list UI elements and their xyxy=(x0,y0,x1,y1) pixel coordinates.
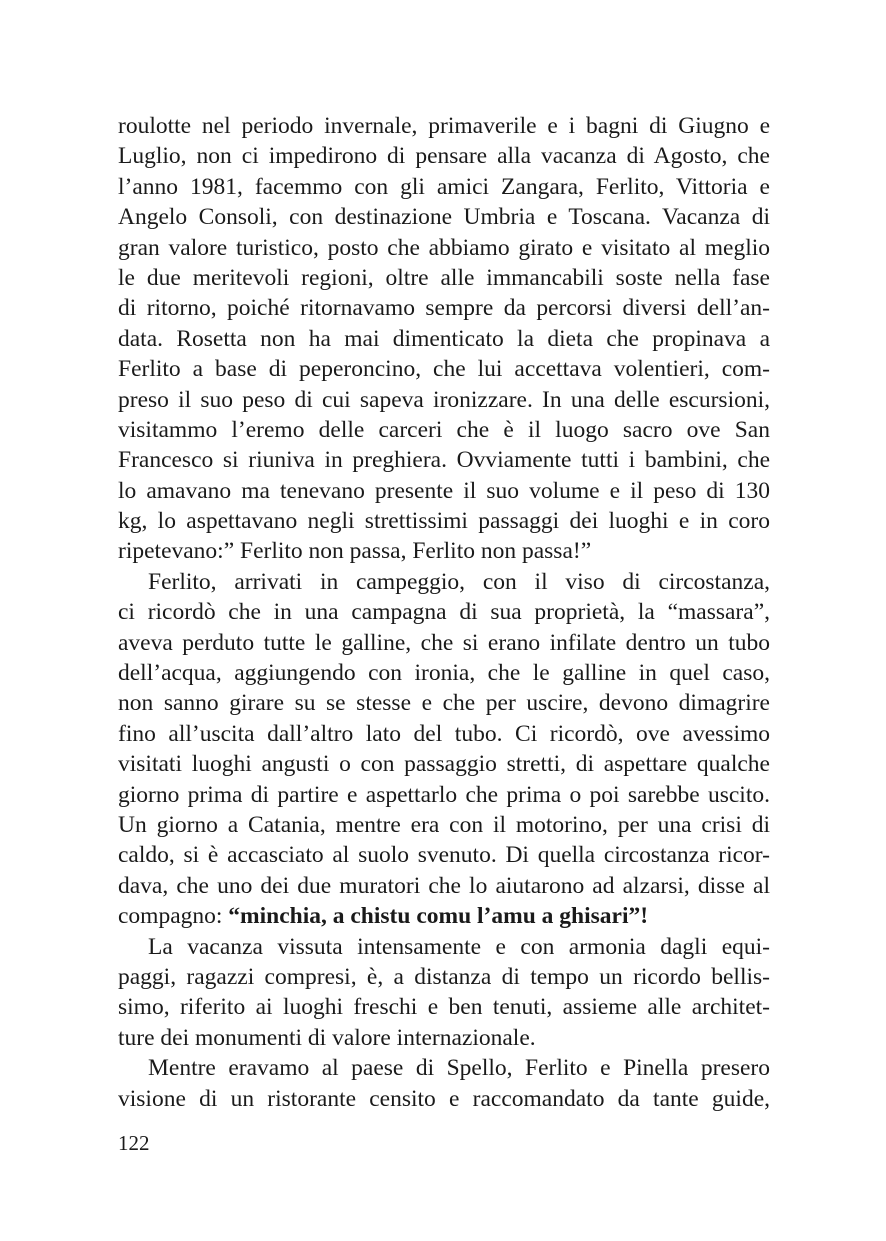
text-line: ripetevano:” Ferlito non passa, Ferlito non passa!” xyxy=(118,538,592,565)
text-line: lo amavano ma tenevano presente il suo volume e il peso di 130 xyxy=(118,477,770,504)
text-line: Ferlito a base di peperoncino, che lui accettava volentieri, com- xyxy=(118,356,770,383)
text-line: Un giorno a Catania, mentre era con il motorino, per una crisi di xyxy=(118,811,770,838)
text-line: visione di un ristorante censito e raccomandato da tante guide, xyxy=(118,1085,770,1112)
paragraph xyxy=(118,932,770,1054)
text-line: kg, lo aspettavano negli strettissimi passaggi dei luoghi e in coro xyxy=(118,508,770,535)
text-line: Luglio, non ci impedirono di pensare alla vacanza di Agosto, che xyxy=(118,143,770,170)
text-line: paggi, ragazzi compresi, è, a distanza di tempo un ricordo bellis- xyxy=(118,963,770,990)
text-line xyxy=(118,901,770,931)
text-line: ture dei monumenti di valore internazionale. xyxy=(118,1024,536,1051)
dialect-quote: “minchia, a chistu comu l’amu a ghisari”! xyxy=(228,903,649,930)
text-line: Angelo Consoli, con destinazione Umbria e Toscana. Vacanza di xyxy=(118,204,770,231)
text-line: roulotte nel periodo invernale, primaverile e i bagni di Giugno e xyxy=(118,113,770,139)
text-line: data. Rosetta non ha mai dimenticato la dieta che propinava a xyxy=(118,325,770,352)
text-line: non sanno girare su se stesse e che per uscire, devono dimagrire xyxy=(118,690,770,717)
text-line: visitati luoghi angusti o con passaggio stretti, di aspettare qualche xyxy=(118,751,770,778)
paragraph xyxy=(118,111,770,567)
text-run: compagno: xyxy=(118,903,229,930)
text-line: aveva perduto tutte le galline, che si erano infilate dentro un tubo xyxy=(118,629,770,656)
text-line: le due meritevoli regioni, oltre alle immancabili soste nella fase xyxy=(118,264,770,291)
page-number: 122 xyxy=(118,1131,150,1155)
text-line: Ferlito, arrivati in campeggio, con il viso di circostanza, xyxy=(148,568,770,595)
text-line: visitammo l’eremo delle carceri che è il luogo sacro ove San xyxy=(118,416,770,443)
text-line: Francesco si riuniva in preghiera. Ovviamente tutti i bambini, che xyxy=(118,447,770,474)
paragraph xyxy=(118,567,770,932)
text-line: ci ricordò che in una campagna di sua proprietà, la “massara”, xyxy=(118,599,770,626)
text-line: di ritorno, poiché ritornavamo sempre da percorsi diversi dell’an- xyxy=(118,295,770,322)
text-line: giorno prima di partire e aspettarlo che prima o poi sarebbe uscito. xyxy=(118,781,770,808)
text-line: La vacanza vissuta intensamente e con armonia dagli equi- xyxy=(148,933,770,960)
body-text xyxy=(118,111,770,1114)
text-line: simo, riferito ai luoghi freschi e ben tenuti, assieme alle architet- xyxy=(118,994,770,1021)
text-line: preso il suo peso di cui sapeva ironizzare. In una delle escursioni, xyxy=(118,386,770,413)
paragraph xyxy=(118,1053,770,1114)
text-line: dava, che uno dei due muratori che lo aiutarono ad alzarsi, disse al xyxy=(118,872,770,899)
text-line: Mentre eravamo al paese di Spello, Ferlito e Pinella presero xyxy=(148,1055,770,1082)
text-line: caldo, si è accasciato al suolo svenuto. Di quella circostanza ricor- xyxy=(118,842,770,869)
text-line: l’anno 1981, facemmo con gli amici Zangara, Ferlito, Vittoria e xyxy=(118,173,770,200)
text-line: gran valore turistico, posto che abbiamo girato e visitato al meglio xyxy=(118,234,770,261)
text-line: fino all’uscita dall’altro lato del tubo. Ci ricordò, ove avessimo xyxy=(118,720,770,747)
text-line: dell’acqua, aggiungendo con ironia, che le galline in quel caso, xyxy=(118,660,770,687)
